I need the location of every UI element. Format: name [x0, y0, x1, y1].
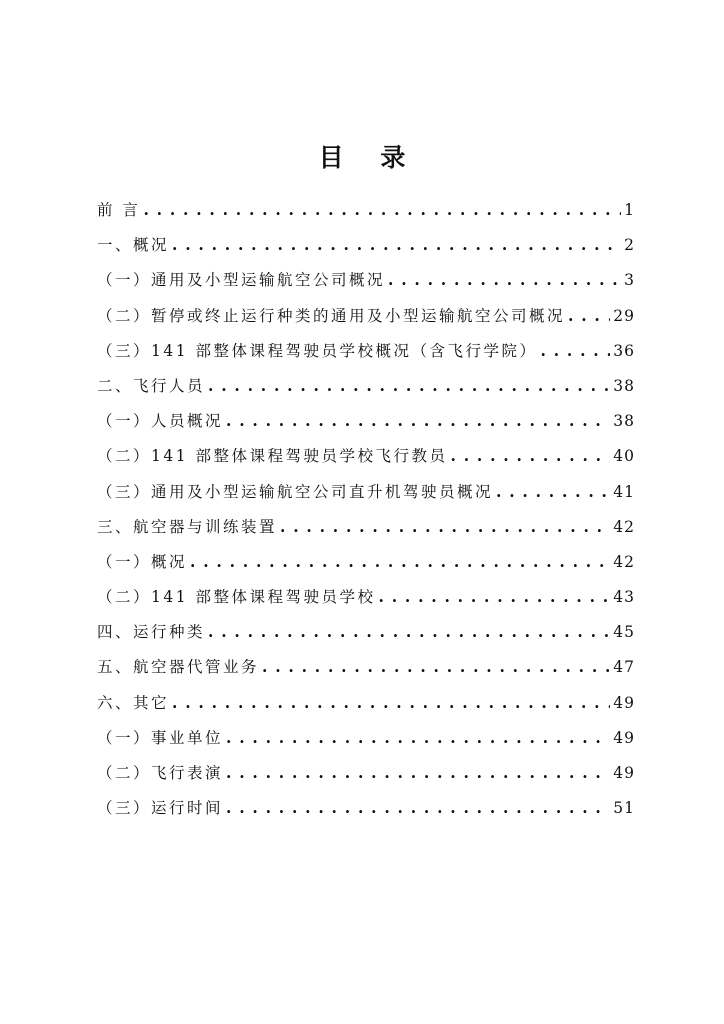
toc-entry-page: 51	[613, 799, 635, 818]
toc-entry-page: 42	[613, 517, 635, 536]
toc-leader-dots	[208, 622, 610, 641]
toc-entry-page: 41	[613, 482, 635, 501]
toc-entry[interactable]	[97, 268, 635, 303]
toc-leader-dots	[143, 200, 621, 219]
toc-leader-dots	[451, 446, 611, 465]
toc-entry[interactable]	[97, 726, 635, 761]
toc-entry[interactable]	[97, 339, 635, 374]
page-title: 目 录	[318, 143, 420, 172]
toc-entry-page: 47	[613, 658, 635, 677]
toc-entry-page: 45	[613, 623, 635, 642]
toc-entry[interactable]	[97, 233, 635, 268]
toc-entry-label: （一）概况	[97, 552, 188, 571]
toc-entry-page: 1	[624, 201, 635, 219]
toc-leader-dots	[262, 657, 610, 676]
toc-entry-label: 四、运行种类	[97, 623, 206, 642]
toc-leader-dots	[379, 587, 611, 606]
toc-leader-dots	[208, 376, 610, 395]
toc-entry-page: 49	[613, 693, 635, 712]
toc-entry-page: 3	[624, 271, 635, 290]
toc-entry[interactable]	[97, 761, 635, 796]
toc-leader-dots	[388, 270, 621, 289]
toc-entry[interactable]	[97, 304, 635, 339]
toc-entry-page: 38	[613, 412, 635, 431]
toc-entry-label: （二）141 部整体课程驾驶员学校飞行教员	[97, 447, 448, 466]
toc-entry[interactable]	[97, 515, 635, 550]
toc-entry-label: （三）通用及小型运输航空公司直升机驾驶员概况	[97, 482, 494, 501]
table-of-contents	[97, 198, 635, 831]
toc-entry-label: （一）人员概况	[97, 412, 224, 431]
toc-entry[interactable]	[97, 620, 635, 655]
toc-leader-dots	[226, 728, 610, 747]
toc-entry-label: 前 言	[97, 201, 141, 219]
toc-entry-page: 49	[613, 728, 635, 747]
toc-entry[interactable]	[97, 198, 635, 233]
toc-entry-label: 五、航空器代管业务	[97, 658, 260, 677]
toc-entry[interactable]	[97, 374, 635, 409]
toc-entry-label: 一、概况	[97, 236, 170, 255]
toc-entry-label: （二）飞行表演	[97, 764, 224, 782]
toc-entry[interactable]	[97, 444, 635, 479]
toc-leader-dots	[172, 235, 621, 254]
toc-entry[interactable]	[97, 691, 635, 726]
toc-entry-label: （一）事业单位	[97, 728, 224, 747]
toc-entry-page: 29	[613, 306, 635, 325]
toc-leader-dots	[226, 798, 610, 817]
toc-entry-page: 36	[613, 341, 635, 360]
toc-leader-dots	[541, 341, 611, 360]
toc-entry-label: （一）通用及小型运输航空公司概况	[97, 271, 386, 290]
toc-entry-label: 三、航空器与训练装置	[97, 517, 278, 536]
toc-entry-page: 43	[613, 588, 635, 607]
toc-leader-dots	[190, 552, 610, 571]
toc-entry[interactable]	[97, 480, 635, 515]
toc-entry-page: 40	[613, 447, 635, 466]
toc-entry-page: 2	[624, 236, 635, 255]
toc-leader-dots	[226, 763, 610, 782]
toc-leader-dots	[568, 306, 610, 325]
toc-entry[interactable]	[97, 550, 635, 585]
toc-entry-label: 二、飞行人员	[97, 376, 206, 395]
toc-leader-dots	[280, 517, 610, 536]
toc-entry-label: （二）暂停或终止运行种类的通用及小型运输航空公司概况	[97, 306, 566, 325]
toc-leader-dots	[226, 411, 610, 430]
toc-entry-label: 六、其它	[97, 693, 170, 712]
toc-entry-label: （三）运行时间	[97, 799, 224, 818]
toc-entry-page: 49	[613, 764, 635, 782]
toc-entry-label: （二）141 部整体课程驾驶员学校	[97, 588, 376, 607]
toc-entry[interactable]	[97, 585, 635, 620]
toc-entry[interactable]	[97, 409, 635, 444]
toc-leader-dots	[496, 482, 610, 501]
toc-entry-label: （三）141 部整体课程驾驶员学校概况（含飞行学院）	[97, 341, 538, 360]
toc-entry-page: 38	[613, 376, 635, 395]
toc-entry-page: 42	[613, 552, 635, 571]
toc-leader-dots	[172, 693, 610, 712]
toc-entry[interactable]	[97, 655, 635, 690]
toc-entry[interactable]	[97, 796, 635, 831]
